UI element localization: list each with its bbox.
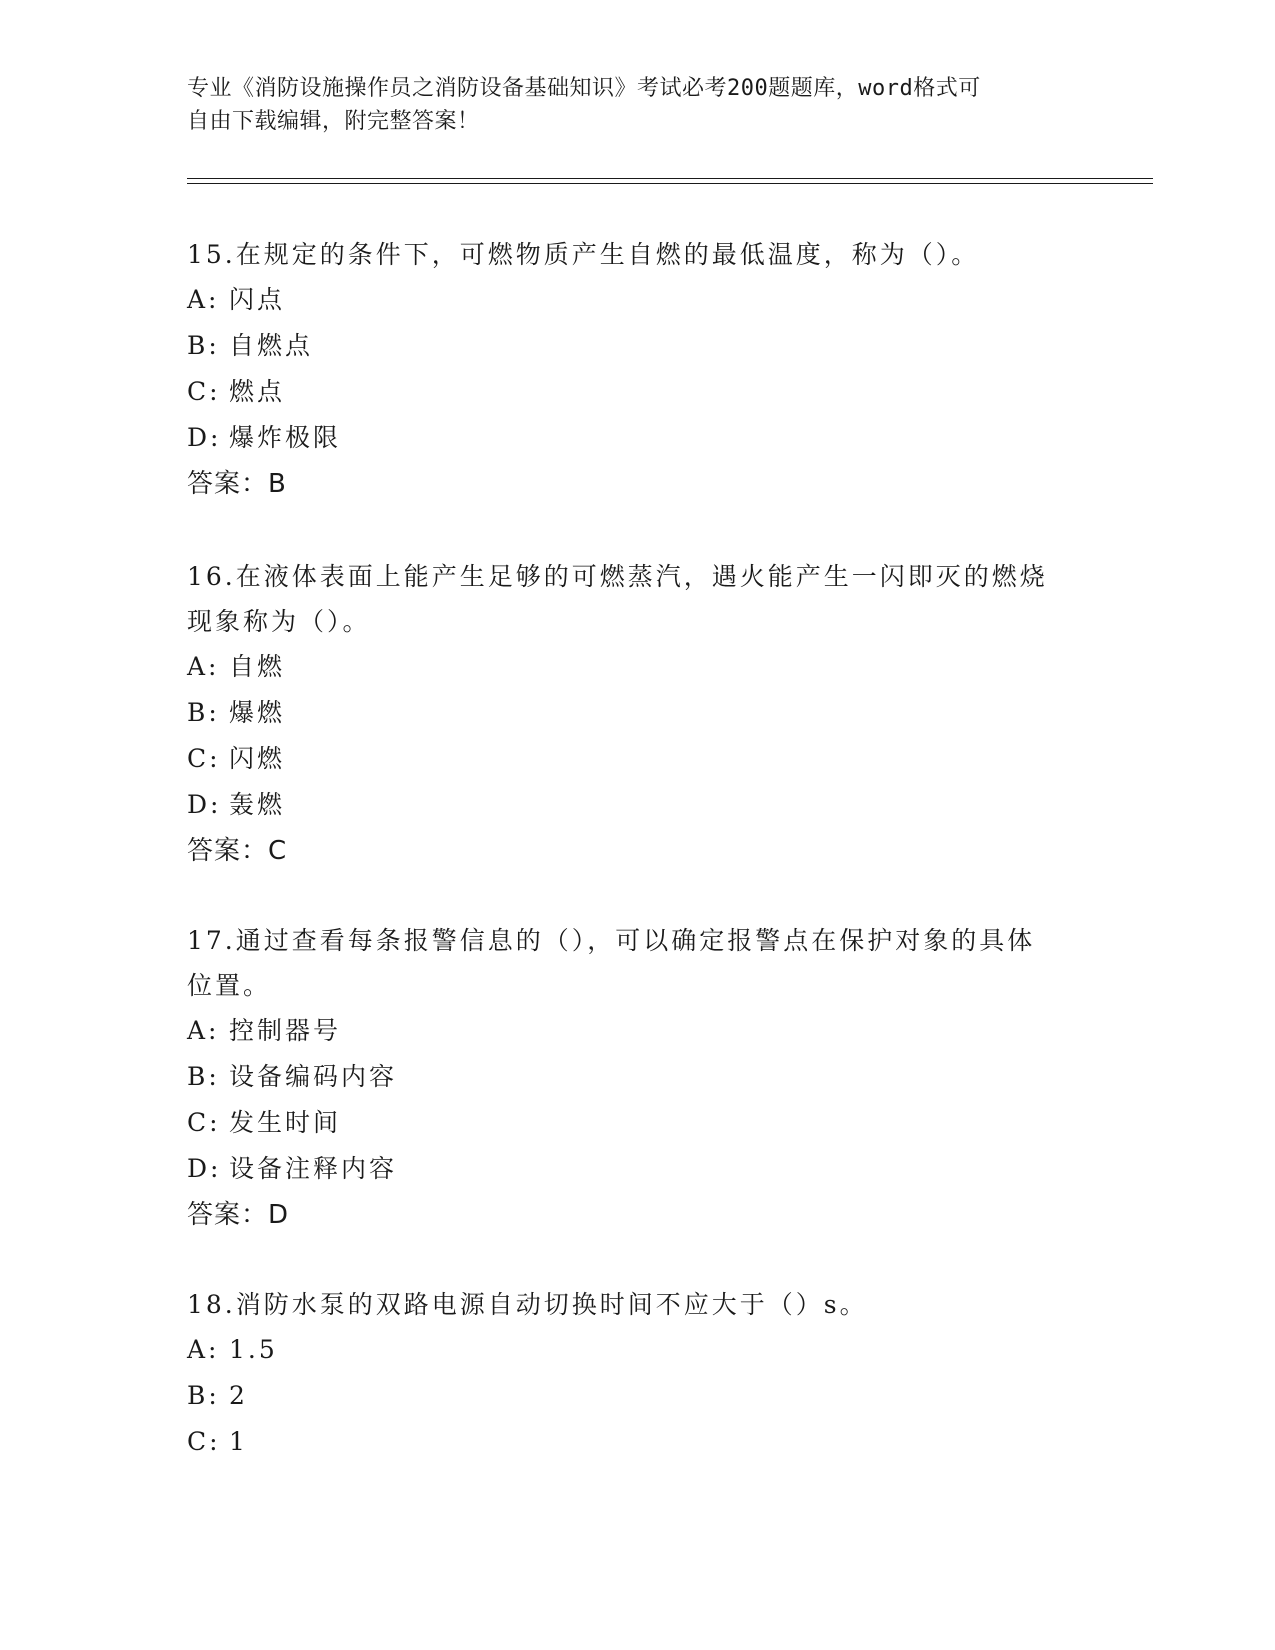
option-text: 1 — [229, 1427, 248, 1456]
option-key: A: — [187, 652, 220, 681]
option-key: A: — [187, 1335, 220, 1364]
option-text: 轰燃 — [229, 790, 286, 819]
option-key: D: — [187, 790, 222, 819]
option-a — [187, 1327, 1087, 1373]
question-16 — [187, 554, 1087, 874]
option-key: C: — [187, 377, 221, 406]
option-text: 燃点 — [229, 377, 286, 406]
option-text: 设备注释内容 — [229, 1154, 398, 1183]
question-15 — [187, 232, 1087, 507]
option-c — [187, 736, 1087, 782]
option-b — [187, 1054, 1087, 1100]
header-line-1: 专业《消防设施操作员之消防设备基础知识》考试必考200题题库，word格式可 — [187, 76, 981, 101]
option-text: 闪燃 — [229, 744, 286, 773]
option-text: 发生时间 — [229, 1108, 342, 1137]
answer: 答案：B — [187, 469, 287, 499]
question-stem-line: 17.通过查看每条报警信息的（），可以确定报警点在保护对象的具体 — [187, 926, 1036, 955]
option-text: 自燃 — [229, 652, 286, 681]
header-divider-top — [187, 178, 1153, 179]
question-stem — [187, 232, 1087, 277]
header-divider-bottom — [187, 183, 1153, 184]
option-key: C: — [187, 1108, 221, 1137]
question-17 — [187, 918, 1087, 1238]
option-key: C: — [187, 744, 221, 773]
option-text: 自燃点 — [229, 331, 314, 360]
option-key: D: — [187, 1154, 222, 1183]
question-stem-line: 位置。 — [187, 971, 272, 1000]
option-key: A: — [187, 285, 220, 314]
option-key: D: — [187, 423, 222, 452]
option-d — [187, 1146, 1087, 1192]
option-text: 爆炸极限 — [229, 423, 342, 452]
option-key: B: — [187, 1062, 220, 1091]
option-key: B: — [187, 331, 220, 360]
option-b — [187, 690, 1087, 736]
option-text: 1.5 — [229, 1335, 278, 1364]
option-text: 设备编码内容 — [229, 1062, 398, 1091]
option-a — [187, 644, 1087, 690]
question-stem-line: 18.消防水泵的双路电源自动切换时间不应大于（）s。 — [187, 1290, 868, 1319]
option-c — [187, 1419, 1087, 1465]
question-stem-line: 15.在规定的条件下，可燃物质产生自燃的最低温度，称为（）。 — [187, 240, 980, 269]
option-d — [187, 415, 1087, 461]
question-stem-line: 现象称为（）。 — [187, 607, 371, 636]
option-a — [187, 1008, 1087, 1054]
option-d — [187, 782, 1087, 828]
option-key: C: — [187, 1427, 221, 1456]
option-key: A: — [187, 1016, 220, 1045]
option-a — [187, 277, 1087, 323]
option-c — [187, 369, 1087, 415]
question-18 — [187, 1282, 1087, 1465]
option-b — [187, 323, 1087, 369]
option-key: B: — [187, 1381, 220, 1410]
option-c — [187, 1100, 1087, 1146]
question-stem — [187, 918, 1087, 1008]
question-stem-line: 16.在液体表面上能产生足够的可燃蒸汽，遇火能产生一闪即灭的燃烧 — [187, 562, 1048, 591]
option-text: 爆燃 — [229, 698, 286, 727]
option-text: 闪点 — [229, 285, 286, 314]
header-line-2: 自由下载编辑，附完整答案！ — [187, 109, 480, 134]
option-text: 控制器号 — [229, 1016, 342, 1045]
document-header — [187, 72, 1067, 138]
option-key: B: — [187, 698, 220, 727]
answer: 答案：C — [187, 836, 288, 866]
option-text: 2 — [229, 1381, 248, 1410]
answer: 答案：D — [187, 1200, 290, 1230]
question-stem — [187, 1282, 1087, 1327]
option-b — [187, 1373, 1087, 1419]
question-stem — [187, 554, 1087, 644]
